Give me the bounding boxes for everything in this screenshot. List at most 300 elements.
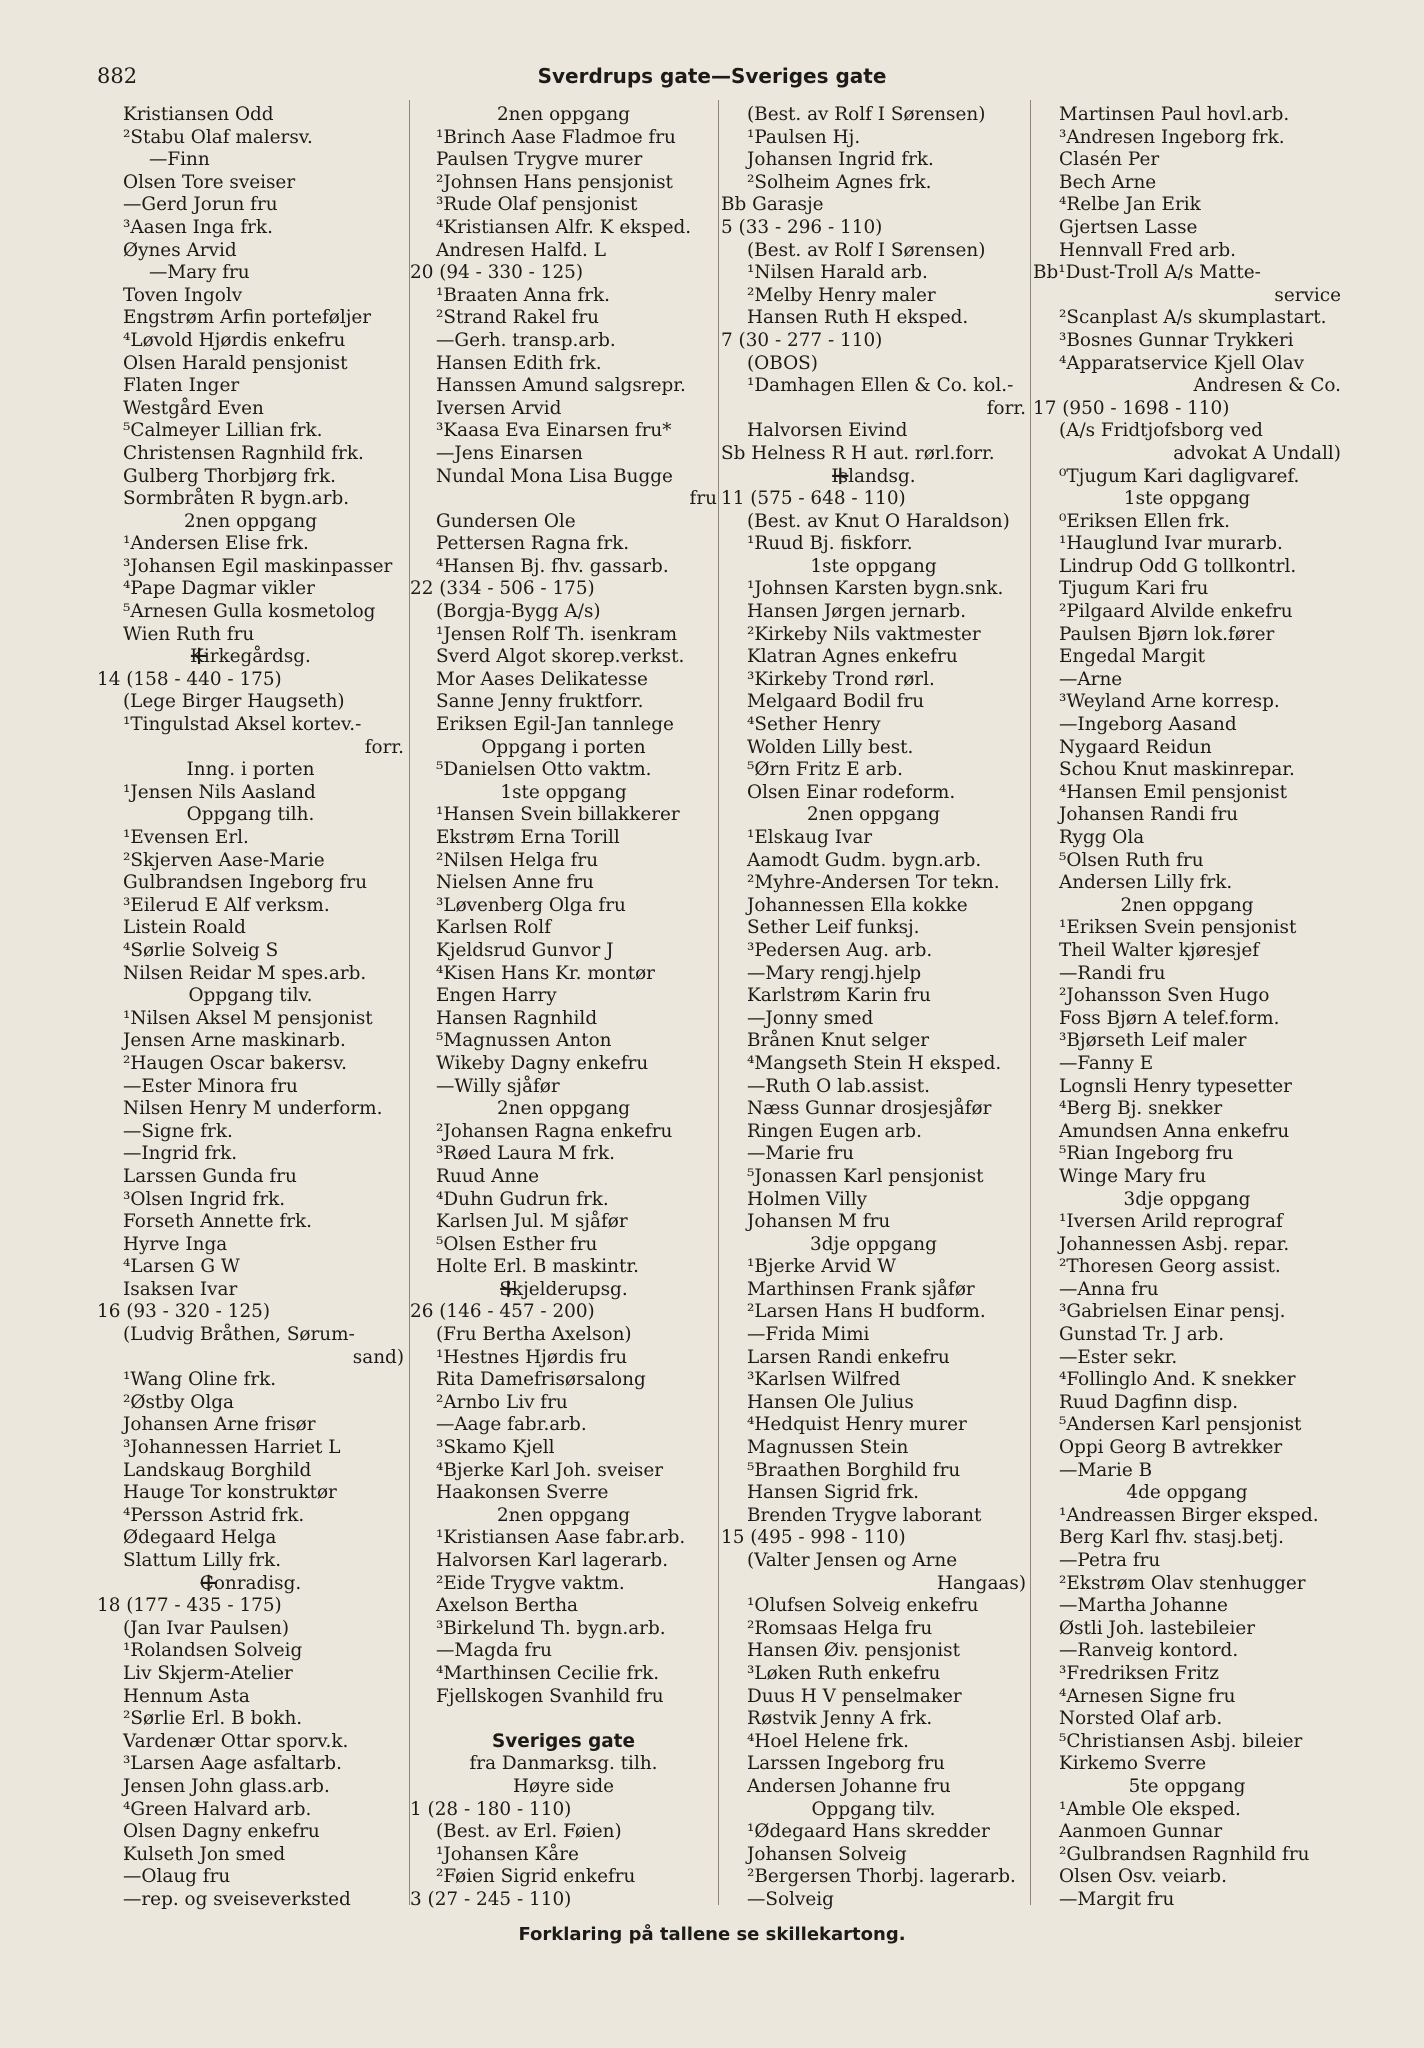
resident-entry: ³Løken Ruth enkefru	[747, 1662, 941, 1684]
stairway-heading: 2nen oppgang	[1120, 894, 1254, 916]
resident-entry: ⁴Kisen Hans Kr. montør	[436, 962, 655, 984]
resident-entry: ¹Johansen Kåre	[436, 1843, 579, 1865]
resident-entry: ³Weyland Arne korresp.	[1059, 691, 1280, 713]
resident-entry: Hennum Asta	[123, 1685, 250, 1707]
resident-entry: Nundal Mona Lisa Bugge	[436, 465, 673, 487]
resident-entry: Øynes Arvid	[123, 239, 237, 261]
resident-entry: Marthinsen Frank sjåfør	[747, 1278, 975, 1300]
entry-continuation: Andresen & Co.	[1193, 375, 1341, 397]
resident-entry: ²Kirkeby Nils vaktmester	[747, 623, 981, 645]
resident-entry: —Margit fru	[1059, 1888, 1175, 1910]
entry-continuation: advokat A Undall)	[1173, 442, 1341, 464]
resident-entry: ⁴Løvold Hjørdis enkefru	[123, 329, 346, 351]
resident-entry: ⁴Relbe Jan Erik	[1059, 194, 1201, 216]
resident-entry: Hansen Jørgen jernarb.	[747, 601, 967, 623]
resident-entry: Wien Ruth fru	[123, 623, 255, 645]
resident-entry: Larsen Randi enkefru	[747, 1346, 950, 1368]
stairway-heading: 2nen oppgang	[183, 510, 318, 532]
resident-entry: ²Melby Henry maler	[747, 284, 936, 306]
resident-entry: Winge Mary fru	[1059, 1165, 1207, 1187]
resident-entry: ⁴Sørlie Solveig S	[123, 939, 279, 961]
resident-entry: ¹Jensen Rolf Th. isenkram	[436, 623, 678, 645]
resident-entry: ⁵Jonassen Karl pensjonist	[747, 1165, 984, 1187]
resident-entry: Engedal Margit	[1059, 646, 1206, 668]
directory-column-1	[97, 104, 404, 1912]
resident-entry: ¹Andersen Elise frk.	[123, 533, 309, 555]
resident-entry: Aamodt Gudm. bygn.arb.	[747, 849, 982, 871]
resident-entry: Oppi Georg B avtrekker	[1059, 1437, 1283, 1459]
resident-entry: ¹Tingulstad Aksel kortev.-	[123, 714, 362, 736]
resident-entry: Fjellskogen Svanhild fru	[436, 1685, 664, 1707]
resident-entry: ²Scanplast A/s skumplastart.	[1059, 307, 1327, 329]
stairway-heading: 1ste oppgang	[1123, 488, 1251, 510]
resident-entry: Karlsen Rolf	[436, 917, 551, 939]
resident-entry: ³Olsen Ingrid frk.	[123, 1188, 286, 1210]
resident-entry: Hansen Sigrid frk.	[747, 1482, 919, 1504]
resident-entry: —Randi fru	[1059, 962, 1166, 984]
resident-entry: ⁴Hansen Emil pensjonist	[1059, 781, 1287, 803]
resident-entry: —Ruth O lab.assist.	[747, 1075, 930, 1097]
resident-entry: Sanne Jenny fruktforr.	[436, 691, 644, 713]
resident-entry: Berg Karl fhv. stasj.betj.	[1059, 1527, 1284, 1549]
resident-entry: ⁴Sether Henry	[747, 714, 881, 736]
resident-entry: Olsen Osv. veiarb.	[1059, 1866, 1227, 1888]
resident-entry: Larssen Ingeborg fru	[747, 1753, 945, 1775]
resident-entry: Gulbrandsen Ingeborg fru	[123, 872, 368, 894]
resident-entry: Halvorsen Eivind	[747, 420, 908, 442]
resident-entry: ³Bjørseth Leif maler	[1059, 1030, 1247, 1052]
resident-entry: Gunstad Tr. J arb.	[1059, 1324, 1225, 1346]
resident-entry: Mor Aases Delikatesse	[436, 668, 648, 690]
resident-entry: ³Karlsen Wilfred	[747, 1369, 901, 1391]
house-number-entry: 16 (93 - 320 - 125)	[97, 1301, 271, 1323]
resident-entry: ¹Nilsen Harald arb.	[747, 262, 928, 284]
house-number-entry: 15 (495 - 998 - 110)	[721, 1527, 906, 1549]
stairway-heading: Høyre side	[513, 1775, 614, 1797]
resident-entry: (A/s Fridtjofsborg ved	[1059, 420, 1263, 442]
resident-entry: ²Bergersen Thorbj. lagerarb.	[747, 1866, 1016, 1888]
resident-entry: ¹Eriksen Svein pensjonist	[1059, 917, 1297, 939]
stairway-heading: 1ste oppgang	[500, 781, 627, 803]
resident-entry: Lindrup Odd G tollkontrl.	[1059, 555, 1297, 577]
resident-entry: Ekstrøm Erna Torill	[436, 827, 620, 848]
resident-entry: ²Eide Trygve vaktm.	[436, 1572, 625, 1594]
resident-entry: ⁴Marthinsen Cecilie frk.	[436, 1662, 660, 1684]
resident-entry: Ringen Eugen arb.	[747, 1120, 922, 1142]
stairway-heading: 2nen oppgang	[806, 804, 941, 826]
stairway-heading: Oppgang tilv.	[188, 985, 313, 1007]
resident-entry: ⁴Duhn Gudrun frk.	[436, 1188, 609, 1210]
house-number-entry: 14 (158 - 440 - 175)	[97, 668, 282, 690]
resident-entry: Halvorsen Karl lagerarb.	[436, 1550, 669, 1571]
resident-entry: ³Aasen Inga frk.	[123, 216, 273, 238]
resident-entry: ¹Hauglund Ivar murarb.	[1059, 533, 1283, 555]
resident-entry: ⁰Eriksen Ellen frk.	[1059, 510, 1230, 532]
resident-entry: ³Johansen Egil maskinpasser	[123, 555, 393, 577]
resident-entry: ²Arnbo Liv fru	[436, 1391, 568, 1413]
stairway-heading: Oppgang tilh.	[186, 804, 315, 826]
resident-entry: ²Solheim Agnes frk.	[747, 171, 932, 193]
resident-entry: ⁵Arnesen Gulla kosmetolog	[123, 601, 376, 623]
resident-entry: ¹Ruud Bj. fiskforr.	[747, 533, 913, 555]
stairway-heading: 5te oppgang	[1128, 1775, 1246, 1797]
resident-entry: Foss Bjørn A telef.form.	[1059, 1007, 1280, 1029]
entry-continuation: forr.	[986, 397, 1026, 419]
resident-entry: Norsted Olaf arb.	[1059, 1708, 1223, 1730]
resident-entry: Paulsen Bjørn lok.fører	[1059, 623, 1275, 645]
entry-continuation: fru	[689, 488, 717, 510]
resident-entry: ³Bosnes Gunnar Trykkeri	[1059, 329, 1294, 351]
resident-entry: Larssen Gunda fru	[123, 1165, 297, 1187]
resident-entry: ⁰Tjugum Kari dagligvaref.	[1059, 465, 1300, 487]
stairway-heading: 2nen oppgang	[496, 104, 631, 125]
resident-entry: —Ingeborg Aasand	[1059, 714, 1237, 736]
resident-entry: Magnussen Stein	[747, 1437, 909, 1459]
directory-column-4	[1033, 104, 1341, 1912]
resident-entry: —Olaug fru	[123, 1866, 231, 1888]
resident-entry: ¹Elskaug Ivar	[747, 827, 873, 848]
resident-entry: Flaten Inger	[123, 375, 240, 397]
resident-entry: Westgård Even	[123, 397, 264, 419]
column-divider	[1030, 100, 1031, 1905]
resident-entry: —Willy sjåfør	[436, 1075, 560, 1097]
resident-entry	[410, 1708, 717, 1731]
resident-entry: ²Romsaas Helga fru	[747, 1617, 933, 1639]
stairway-heading: 1ste oppgang	[810, 555, 937, 577]
resident-entry: Olsen Einar rodeform.	[747, 781, 956, 803]
resident-entry: —Fanny E	[1059, 1052, 1154, 1074]
resident-entry: Rita Damefrisørsalong	[436, 1369, 646, 1391]
resident-entry: ²Pilgaard Alvilde enkefru	[1059, 601, 1293, 623]
house-number-entry: 7 (30 - 277 - 110)	[721, 329, 883, 351]
resident-entry: ²Nilsen Helga fru	[436, 849, 599, 871]
stairway-heading: Inng. i porten	[186, 759, 315, 781]
resident-entry: Rygg Ola	[1059, 827, 1145, 848]
resident-entry: Bech Arne	[1059, 171, 1157, 193]
resident-entry: ⁴Arnesen Signe fru	[1059, 1685, 1236, 1707]
resident-entry: Karlstrøm Karin fru	[747, 985, 931, 1007]
resident-entry: ¹Ødegaard Hans skredder	[747, 1821, 990, 1843]
resident-entry: ²Thoresen Georg assist.	[1059, 1256, 1281, 1278]
resident-entry: ¹Johnsen Karsten bygn.snk.	[747, 578, 1004, 600]
resident-entry: —Arne	[1059, 668, 1123, 690]
resident-entry: —Gerh. transp.arb.	[436, 329, 616, 351]
resident-entry: ⁵Danielsen Otto vaktm.	[436, 759, 652, 781]
resident-entry: —Mary rengj.hjelp	[747, 962, 922, 984]
resident-entry: Isaksen Ivar	[123, 1278, 238, 1300]
resident-entry: Andresen Halfd. L	[436, 239, 606, 261]
resident-entry: ⁵Olsen Esther fru	[436, 1233, 598, 1255]
resident-entry: ³Eilerud E Alf verksm.	[123, 894, 330, 916]
stairway-heading: 4de oppgang	[1126, 1482, 1248, 1504]
cross-street: + Kirkegårdsg.	[97, 646, 404, 669]
resident-entry: ¹Damhagen Ellen & Co. kol.-	[747, 375, 1014, 397]
cross-street: + Conradisg.	[97, 1573, 404, 1596]
resident-entry: ³Gabrielsen Einar pensj.	[1059, 1301, 1286, 1323]
resident-entry: Christensen Ragnhild frk.	[123, 442, 364, 464]
resident-entry: (Lege Birger Haugseth)	[123, 691, 345, 713]
resident-entry: Hansen Øiv. pensjonist	[747, 1640, 960, 1662]
resident-entry: —Jens Einarsen	[436, 442, 583, 464]
resident-entry: ⁵Magnussen Anton	[436, 1030, 612, 1052]
resident-entry: ⁵Andersen Karl pensjonist	[1059, 1414, 1302, 1436]
resident-entry: Lognsli Henry typesetter	[1059, 1075, 1292, 1097]
resident-entry: (OBOS)	[747, 352, 818, 374]
resident-entry: Nygaard Reidun	[1059, 736, 1212, 758]
resident-entry: ³Birkelund Th. bygn.arb.	[436, 1617, 666, 1639]
resident-entry: ¹Iversen Arild reprograf	[1059, 1211, 1283, 1233]
resident-entry: —Ingrid frk.	[123, 1143, 238, 1165]
resident-entry: —Ranveig kontord.	[1059, 1640, 1239, 1662]
resident-entry: (Best. av Knut O Haraldson)	[747, 510, 1010, 532]
resident-entry: Martinsen Paul hovl.arb.	[1059, 104, 1290, 125]
house-number-entry: 22 (334 - 506 - 175)	[410, 578, 595, 600]
resident-entry: Næss Gunnar drosjesjåfør	[747, 1098, 992, 1120]
resident-entry: ¹Jensen Nils Aasland	[123, 781, 316, 803]
resident-entry: ⁴Berg Bj. snekker	[1059, 1098, 1223, 1120]
resident-entry: —Ester sekr.	[1059, 1346, 1178, 1368]
resident-entry: Johannessen Ella kokke	[747, 894, 968, 916]
resident-entry: Gulberg Thorbjørg frk.	[123, 465, 337, 487]
resident-entry: Clasén Per	[1059, 149, 1160, 171]
resident-entry: Aanmoen Gunnar	[1059, 1821, 1223, 1843]
resident-entry: (Jan Ivar Paulsen)	[123, 1617, 290, 1639]
resident-entry: ⁵Olsen Ruth fru	[1059, 849, 1204, 871]
resident-entry: Brånen Knut selger	[747, 1030, 930, 1052]
resident-entry: ⁴Mangseth Stein H eksped.	[747, 1052, 1002, 1074]
resident-entry: Hyrve Inga	[123, 1233, 228, 1255]
resident-entry: —Jonny smed	[747, 1007, 874, 1029]
resident-entry: Ruud Dagfinn disp.	[1059, 1391, 1239, 1413]
street-heading: Sveriges gate	[492, 1730, 635, 1752]
resident-entry: ¹Amble Ole eksped.	[1059, 1798, 1241, 1820]
resident-entry: ⁵Braathen Borghild fru	[747, 1459, 961, 1481]
resident-entry: ²Sørlie Erl. B bokh.	[123, 1708, 303, 1730]
resident-entry: ⁴Hoel Helene frk.	[747, 1730, 909, 1752]
entry-continuation: forr.	[364, 736, 404, 758]
stairway-heading: fra Danmarksg. tilh.	[469, 1753, 658, 1775]
stairway-heading: Oppgang tilv.	[811, 1798, 936, 1820]
resident-entry: ⁴Hedquist Henry murer	[747, 1414, 967, 1436]
resident-entry: Engen Harry	[436, 985, 557, 1007]
resident-entry: Andersen Lilly frk.	[1059, 872, 1233, 894]
resident-entry: ⁴Hansen Bj. fhv. gassarb.	[436, 555, 669, 577]
resident-entry: ³Andresen Ingeborg frk.	[1059, 126, 1285, 148]
resident-entry: ²Johansson Sven Hugo	[1059, 985, 1270, 1007]
resident-entry: Tjugum Kari fru	[1059, 578, 1209, 600]
directory-column-3	[721, 104, 1026, 1912]
resident-entry: Vardenær Ottar sporv.k.	[123, 1730, 349, 1752]
resident-entry: Kulseth Jon smed	[123, 1843, 286, 1865]
resident-entry: ¹Kristiansen Aase fabr.arb.	[436, 1527, 686, 1549]
resident-entry: —Solveig	[747, 1888, 834, 1910]
resident-entry: ²Johnsen Hans pensjonist	[436, 171, 673, 193]
resident-entry: —Anna fru	[1059, 1278, 1159, 1300]
resident-entry: ⁴Pape Dagmar vikler	[123, 578, 315, 600]
resident-entry: Gjertsen Lasse	[1059, 216, 1198, 238]
resident-entry: Landskaug Borghild	[123, 1459, 312, 1481]
resident-entry: Sormbråten R bygn.arb.	[123, 488, 350, 510]
resident-entry: —Mary fru	[149, 262, 250, 284]
resident-entry: Klatran Agnes enkefru	[747, 646, 958, 668]
resident-entry: ³Kaasa Eva Einarsen fru*	[436, 420, 672, 442]
directory-column-2	[410, 104, 717, 1912]
page-title: Sverdrups gate—Sveriges gate	[537, 64, 887, 88]
resident-entry: Hansen Ruth H eksped.	[747, 307, 969, 329]
resident-entry: Amundsen Anna enkefru	[1059, 1120, 1290, 1142]
stairway-heading: 3dje oppgang	[810, 1233, 937, 1255]
house-number-entry: 18 (177 - 435 - 175)	[97, 1595, 282, 1617]
resident-entry: (Ludvig Bråthen, Sørum-	[123, 1324, 355, 1346]
stairway-heading: Oppgang i porten	[481, 736, 646, 758]
resident-entry: ⁴Persson Astrid frk.	[123, 1504, 305, 1526]
resident-entry: ³Fredriksen Fritz	[1059, 1662, 1219, 1684]
cross-street: + Skjelderupsg.	[410, 1279, 717, 1302]
resident-entry: (Best. av Erl. Føien)	[436, 1821, 622, 1843]
resident-entry: Johansen Solveig	[747, 1843, 907, 1865]
resident-entry: Hennvall Fred arb.	[1059, 239, 1237, 261]
resident-entry: Johansen Arne frisør	[123, 1414, 316, 1436]
resident-entry: ³Johannessen Harriet L	[123, 1437, 341, 1459]
resident-entry: (Borgja-Bygg A/s)	[436, 601, 601, 623]
resident-entry: Jensen Arne maskinarb.	[123, 1030, 346, 1052]
resident-entry: Johannessen Asbj. repar.	[1059, 1233, 1290, 1255]
resident-entry: Pettersen Ragna frk.	[436, 533, 630, 555]
resident-entry: Olsen Harald pensjonist	[123, 352, 348, 374]
resident-entry: Haakonsen Sverre	[436, 1482, 609, 1504]
resident-entry: Hauge Tor konstruktør	[123, 1482, 337, 1504]
resident-entry: Eriksen Egil-Jan tannlege	[436, 714, 674, 736]
house-number-entry: 11 (575 - 648 - 110)	[721, 488, 906, 510]
resident-entry: Kjeldsrud Gunvor J	[436, 939, 614, 961]
resident-entry: Johansen Randi fru	[1059, 804, 1239, 826]
resident-entry: Ruud Anne	[436, 1165, 540, 1187]
resident-entry: ²Strand Rakel fru	[436, 307, 600, 329]
resident-entry: ²Ekstrøm Olav stenhugger	[1059, 1572, 1306, 1594]
resident-entry: ⁴Green Halvard arb.	[123, 1798, 312, 1820]
resident-entry: ⁵Christiansen Asbj. bileier	[1059, 1730, 1303, 1752]
resident-entry: (Best. av Rolf I Sørensen)	[747, 239, 986, 261]
resident-entry: Engstrøm Arfin porteføljer	[123, 307, 372, 329]
resident-entry: Sverd Algot skorep.verkst.	[436, 646, 685, 668]
resident-entry: ¹Rolandsen Solveig	[123, 1640, 303, 1662]
stairway-heading: 2nen oppgang	[496, 1504, 631, 1526]
entry-continuation: Hangaas)	[936, 1572, 1026, 1594]
resident-entry: Sether Leif funksj.	[747, 917, 920, 939]
resident-entry: ³Røed Laura M frk.	[436, 1143, 616, 1165]
resident-entry: ¹Wang Oline frk.	[123, 1369, 277, 1391]
resident-entry: ⁴Bjerke Karl Joh. sveiser	[436, 1459, 664, 1481]
house-number-entry: 3 (27 - 245 - 110)	[410, 1888, 572, 1910]
resident-entry: ¹Andreassen Birger eksped.	[1059, 1504, 1319, 1526]
resident-entry: Nielsen Anne fru	[436, 872, 594, 894]
resident-entry: —Aage fabr.arb.	[436, 1414, 587, 1436]
resident-entry: ²Johansen Ragna enkefru	[436, 1120, 673, 1142]
resident-entry: Toven Ingolv	[123, 284, 243, 306]
resident-entry: ³Pedersen Aug. arb.	[747, 939, 933, 961]
resident-entry: ²Gulbrandsen Ragnhild fru	[1059, 1843, 1310, 1865]
resident-entry: Duus H V penselmaker	[747, 1685, 962, 1707]
resident-entry: ³Larsen Aage asfaltarb.	[123, 1753, 342, 1775]
resident-entry: ⁴Follinglo And. K snekker	[1059, 1369, 1296, 1391]
resident-entry: ⁵Ørn Fritz E arb.	[747, 759, 903, 781]
resident-entry: ⁵Calmeyer Lillian frk.	[123, 420, 323, 442]
resident-entry: ¹Nilsen Aksel M pensjonist	[123, 1007, 373, 1029]
house-number-entry: 1 (28 - 180 - 110)	[410, 1798, 572, 1820]
resident-entry: ⁴Apparatservice Kjell Olav	[1059, 352, 1304, 374]
resident-entry: Wolden Lilly best.	[747, 736, 914, 758]
resident-entry: ²Stabu Olaf malersv.	[123, 126, 313, 148]
footer-note: Forklaring på tallene se skillekartong.	[518, 1924, 906, 1945]
resident-entry: Kirkemo Sverre	[1059, 1753, 1207, 1775]
resident-entry: ²Myhre-Andersen Tor tekn.	[747, 872, 1000, 894]
resident-entry: Bb Garasje	[721, 194, 824, 216]
resident-entry: —Petra fru	[1059, 1550, 1161, 1571]
resident-entry: —Gerd Jorun fru	[123, 194, 278, 216]
resident-entry: Røstvik Jenny A frk.	[747, 1708, 933, 1730]
resident-entry: ¹Brinch Aase Fladmoe fru	[436, 126, 676, 148]
resident-entry: Hansen Edith frk.	[436, 352, 602, 374]
resident-entry: Paulsen Trygve murer	[436, 149, 643, 171]
resident-entry: ²Haugen Oscar bakersv.	[123, 1052, 348, 1074]
resident-entry: (Best. av Rolf I Sørensen)	[747, 104, 986, 125]
resident-entry: Hanssen Amund salgsrepr.	[436, 375, 686, 397]
resident-entry: Liv Skjerm-Atelier	[123, 1662, 293, 1684]
resident-entry: ³Kirkeby Trond rørl.	[747, 668, 935, 690]
resident-entry: —Frida Mimi	[747, 1324, 870, 1346]
resident-entry: ⁴Larsen G W	[123, 1256, 240, 1278]
resident-entry: ¹Hestnes Hjørdis fru	[436, 1346, 628, 1368]
resident-entry: Gundersen Ole	[436, 510, 576, 532]
resident-entry: Forseth Annette frk.	[123, 1211, 312, 1233]
resident-entry: Holmen Villy	[747, 1188, 867, 1210]
column-divider	[718, 100, 719, 1905]
resident-entry: Ødegaard Helga	[123, 1527, 277, 1549]
resident-entry: ¹Evensen Erl.	[123, 827, 249, 848]
house-number-entry: 20 (94 - 330 - 125)	[410, 262, 584, 284]
resident-entry: ³Skamo Kjell	[436, 1437, 555, 1459]
resident-entry: Olsen Dagny enkefru	[123, 1821, 320, 1843]
house-number-entry: 5 (33 - 296 - 110)	[721, 216, 883, 238]
resident-entry: ¹Bjerke Arvid W	[747, 1256, 897, 1278]
resident-entry: Brenden Trygve laborant	[747, 1504, 982, 1526]
resident-entry: —rep. og sveiseverksted	[123, 1888, 351, 1910]
house-number-entry: 17 (950 - 1698 - 110)	[1033, 397, 1230, 419]
entry-continuation: sand)	[352, 1346, 404, 1368]
resident-entry: ²Skjerven Aase-Marie	[123, 849, 325, 871]
resident-entry: Schou Knut maskinrepar.	[1059, 759, 1295, 781]
resident-entry: Andersen Johanne fru	[747, 1775, 951, 1797]
resident-entry: —Signe frk.	[123, 1120, 233, 1142]
resident-entry: Kristiansen Odd	[123, 104, 274, 125]
resident-entry: —Marie fru	[747, 1143, 855, 1165]
cross-street: + Islandsg.	[721, 466, 1026, 489]
stairway-heading: 3dje oppgang	[1123, 1188, 1251, 1210]
resident-entry: ¹Paulsen Hj.	[747, 126, 861, 148]
resident-entry: Listein Roald	[123, 917, 246, 939]
page-number: 882	[97, 64, 138, 88]
resident-entry: Melgaard Bodil fru	[747, 691, 925, 713]
resident-entry: ³Rude Olaf pensjonist	[436, 194, 638, 216]
resident-entry: Slattum Lilly frk.	[123, 1550, 282, 1571]
resident-entry: Karlsen Jul. M sjåfør	[436, 1211, 628, 1233]
resident-entry: Hansen Ole Julius	[747, 1391, 914, 1413]
resident-entry: Nilsen Henry M underform.	[123, 1098, 383, 1120]
resident-entry: Holte Erl. B maskintr.	[436, 1256, 639, 1278]
resident-entry: ³Løvenberg Olga fru	[436, 894, 626, 916]
resident-entry: (Fru Bertha Axelson)	[436, 1324, 632, 1346]
resident-entry: ⁵Rian Ingeborg fru	[1059, 1143, 1234, 1165]
